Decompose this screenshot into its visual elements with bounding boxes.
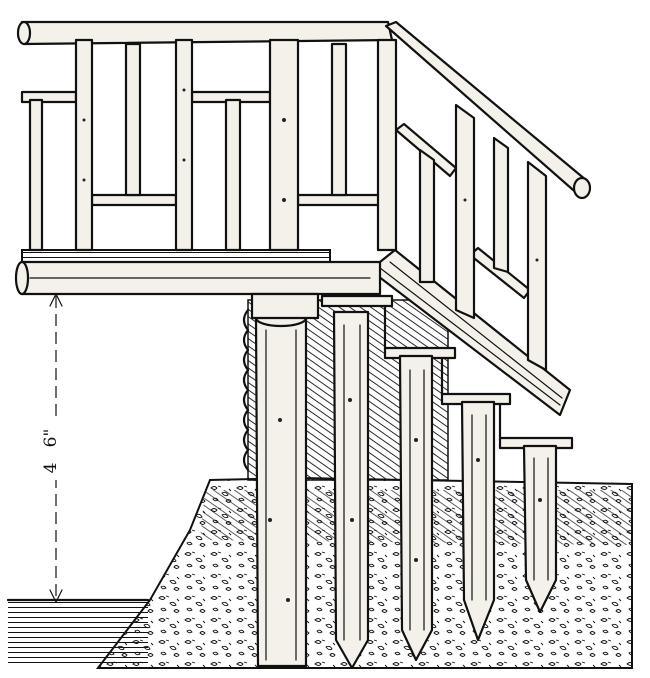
height-dimension: [41, 294, 68, 602]
dimension-feet: 4: [41, 462, 61, 474]
dimension-inches: 6": [41, 428, 61, 448]
railing-front: [18, 22, 396, 250]
